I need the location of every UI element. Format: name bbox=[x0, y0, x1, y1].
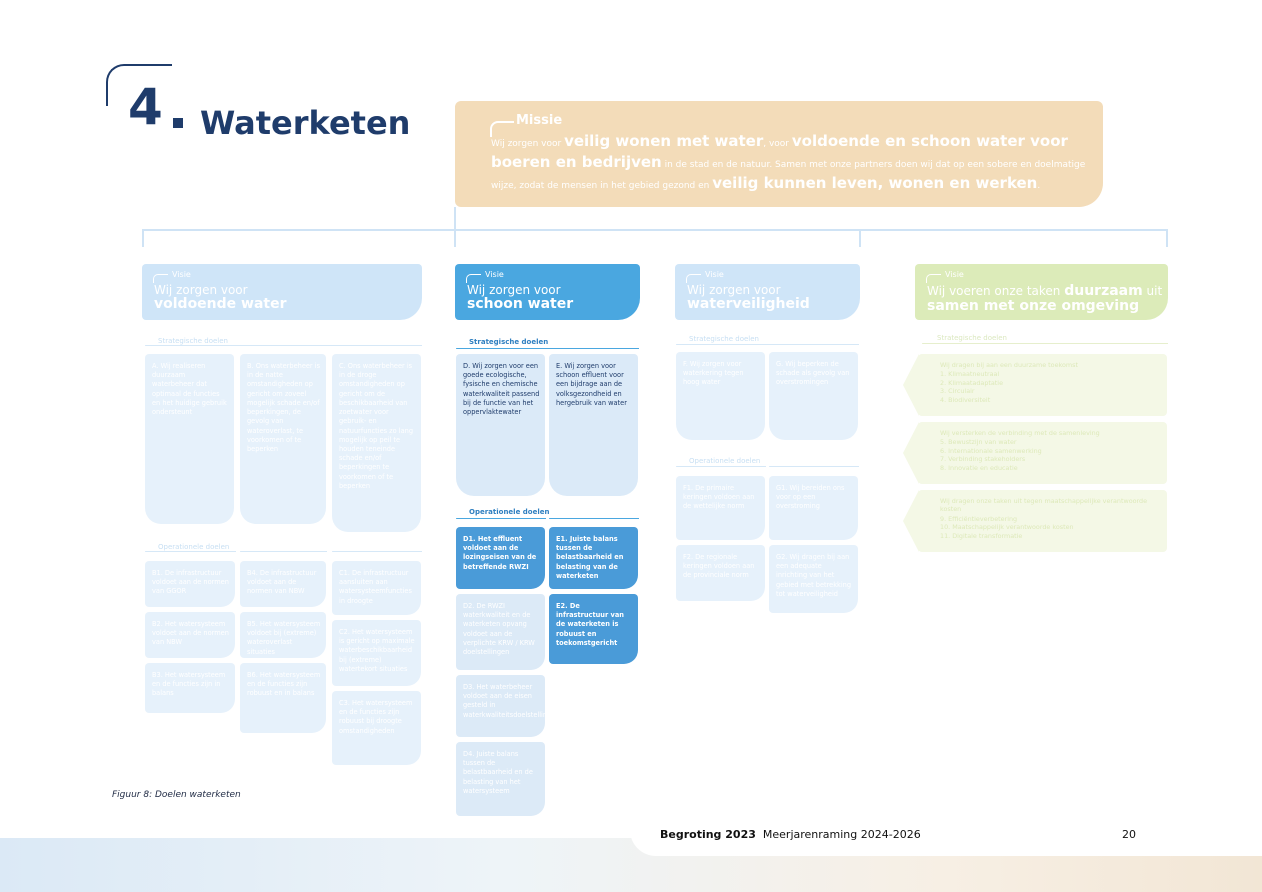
operational-label: Operationele doelen bbox=[158, 543, 230, 551]
chapter-number: 4 bbox=[128, 78, 164, 136]
visie-label: Visie bbox=[485, 270, 504, 279]
visie-label: Visie bbox=[945, 270, 964, 279]
visie-line1-bold: duurzaam bbox=[1064, 283, 1143, 299]
connector-line bbox=[142, 229, 144, 247]
operational-label: Operationele doelen bbox=[689, 457, 761, 465]
section-rule bbox=[922, 343, 1168, 344]
operational-goal: B1. De infrastructuur voldoet aan de normen van GGOR bbox=[145, 561, 235, 607]
visie-line2: waterveiligheid bbox=[687, 296, 810, 313]
visie-voldoende bbox=[142, 264, 422, 320]
operational-goal: E1. Juiste balans tussen de belastbaarheid en belasting van de waterketen bbox=[549, 527, 638, 589]
missie-text-part: in de stad en de natuur. Samen met onze partners doen wij dat op een sobere en doelmatige wijze, zodat de mensen in het gebied gezond en bbox=[491, 159, 1086, 191]
visie-line1: Wij zorgen voor bbox=[687, 283, 781, 297]
strategic-goal: E. Wij zorgen voor schoon effluent voor een bijdrage aan de volksgezondheid en hergebruik van water bbox=[549, 354, 638, 496]
operational-label: Operationele doelen bbox=[469, 508, 550, 516]
section-rule bbox=[332, 551, 422, 552]
operational-goal: C1. De infrastructuur aansluiten aan watersysteemfuncties in droogte bbox=[332, 561, 421, 615]
visie-line2: samen met onze omgeving bbox=[927, 298, 1140, 315]
strategic-label: Strategische doelen bbox=[937, 334, 1007, 342]
operational-goal: D3. Het waterbeheer voldoet aan de eisen gesteld in waterkwaliteitsdoelstellingen bbox=[456, 675, 545, 737]
section-rule bbox=[240, 551, 327, 552]
visie-line2: voldoende water bbox=[154, 296, 287, 313]
visie-schoon bbox=[455, 264, 640, 320]
missie-text-part: . bbox=[1037, 180, 1041, 191]
strategic-label: Strategische doelen bbox=[469, 338, 549, 346]
visie-line1-pre: Wij voeren onze taken bbox=[927, 284, 1065, 298]
footer-doc-bold: Begroting 2023 bbox=[660, 828, 756, 841]
visie-duurzaam bbox=[915, 264, 1168, 320]
strategic-goal: A. Wij realiseren duurzaam waterbeheer dat optimaal de functies en het huidige gebruik ondersteunt bbox=[145, 354, 234, 524]
operational-goal: G1. Wij bereiden ons voor op een overstroming bbox=[769, 476, 858, 540]
visie-label: Visie bbox=[172, 270, 191, 279]
operational-goal: B3. Het watersysteem en de functies zijn in balans bbox=[145, 663, 235, 713]
operational-goal: D4. Juiste balans tussen de belastbaarheid en de belasting van het watersysteem bbox=[456, 742, 545, 816]
section-rule bbox=[676, 344, 859, 345]
missie-text-part: , voor bbox=[763, 139, 792, 149]
strategic-label: Strategische doelen bbox=[689, 335, 759, 343]
missie-text-part: veilig kunnen leven, wonen en werken bbox=[712, 173, 1038, 192]
section-rule bbox=[456, 518, 546, 519]
operational-goal: B6. Het watersysteem en de functies zijn robuust en in balans bbox=[240, 663, 326, 733]
missie-text-part: voldoende en schoon water voor boeren en bedrijven bbox=[491, 132, 1068, 171]
operational-goal: D1. Het effluent voldoet aan de lozingseisen van de betreffende RWZI bbox=[456, 527, 545, 589]
visie-line1: Wij zorgen voor bbox=[154, 283, 248, 297]
connector-line bbox=[1166, 229, 1168, 247]
page-number: 20 bbox=[1122, 828, 1136, 841]
visie-line1: Wij zorgen voor bbox=[467, 283, 561, 297]
missie-label: Missie bbox=[516, 113, 563, 128]
footer-doc-rest: Meerjarenraming 2024-2026 bbox=[762, 828, 921, 841]
operational-goal: C2. Het watersysteem is gericht op maximale waterbeschikbaarheid bij (extreme) watertekort situaties bbox=[332, 620, 421, 686]
section-rule bbox=[145, 345, 422, 346]
operational-goal: B2. Het watersysteem voldoet aan de normen van NBW bbox=[145, 612, 235, 658]
section-rule bbox=[145, 551, 236, 552]
operational-goal: G2. Wij dragen bij aan een adequate inrichting van het gebied met betrekking tot waterveiligheid bbox=[769, 545, 858, 613]
missie-text-part: Wij zorgen voor bbox=[491, 139, 565, 149]
operational-goal: F2. De regionale keringen voldoen aan de provinciale norm bbox=[676, 545, 765, 601]
operational-goal: E2. De infrastructuur van de waterketen is robuust en toekomstgericht bbox=[549, 594, 638, 664]
strategic-goal: D. Wij zorgen voor een goede ecologische, fysische en chemische waterkwaliteit passend bij de functie van het oppervlaktewater bbox=[456, 354, 545, 496]
chapter-dot bbox=[173, 118, 183, 128]
operational-goal: F1. De primaire keringen voldoen aan de wettelijke norm bbox=[676, 476, 765, 540]
sustainability-group: Wij dragen bij aan een duurzame toekomst 1. Klimaatneutraal 2. Klimaatadaptatie 3. Circulair 4. Biodiversiteit bbox=[918, 354, 1167, 416]
figure-caption: Figuur 8: Doelen waterketen bbox=[112, 790, 241, 800]
chapter-title: Waterketen bbox=[200, 104, 411, 142]
visie-line2: schoon water bbox=[467, 296, 574, 313]
missie-text bbox=[491, 132, 1091, 194]
missie-text-part: veilig wonen met water bbox=[564, 132, 764, 150]
strategic-goal: G. Wij beperken de schade als gevolg van overstromingen bbox=[769, 352, 858, 440]
operational-goal: C3. Het watersysteem en de functies zijn robuust bij droogte omstandigheden bbox=[332, 691, 421, 765]
operational-goal: B5. Het watersysteem voldoet bij (extreme) wateroverlast situaties bbox=[240, 612, 326, 658]
section-rule bbox=[676, 466, 766, 467]
sustainability-group: Wij versterken de verbinding met de samenleving 5. Bewustzijn van water 6. Internationale samenwerking 7. Verbinding stakeholders 8. Innovatie en educatie bbox=[918, 422, 1167, 484]
section-rule bbox=[456, 348, 639, 349]
strategic-goal: C. Ons waterbeheer is in de droge omstandigheden op gericht om de beschikbaarheid van zoetwater voor gebruik- en natuurfuncties zo lang mogelijk op peil te houden teneinde schade en/of beperkingen te voorkomen of te beperken bbox=[332, 354, 421, 532]
section-rule bbox=[769, 466, 859, 467]
visie-veiligheid bbox=[675, 264, 860, 320]
footer-document bbox=[660, 828, 921, 841]
visie-line1-post: uit bbox=[1142, 284, 1163, 298]
operational-goal: D2. De RWZI waterkwaliteit en de waterketen opvang voldoet aan de verplichte KRW / KRW doelstellingen bbox=[456, 594, 545, 670]
strategic-goal: F. Wij zorgen voor waterkering tegen hoog water bbox=[676, 352, 765, 440]
strategic-label: Strategische doelen bbox=[158, 337, 228, 345]
connector-line bbox=[142, 229, 1168, 231]
sustainability-group: Wij dragen onze taken uit tegen maatschappelijke verantwoorde kosten 9. Efficiëntieverbetering 10. Maatschappelijk verantwoorde kosten 11. Digitale transformatie bbox=[918, 490, 1167, 552]
visie-label: Visie bbox=[705, 270, 724, 279]
connector-line bbox=[454, 207, 456, 229]
section-rule bbox=[549, 518, 639, 519]
operational-goal: B4. De infrastructuur voldoet aan de normen van NBW bbox=[240, 561, 326, 607]
connector-line bbox=[859, 229, 861, 247]
connector-line bbox=[454, 229, 456, 247]
strategic-goal: B. Ons waterbeheer is in de natte omstandigheden op gericht om zoveel mogelijk schade en/of beperkingen, de gevolg van wateroverlast, te voorkomen of te beperken bbox=[240, 354, 326, 524]
chevron-arrows bbox=[903, 354, 923, 554]
